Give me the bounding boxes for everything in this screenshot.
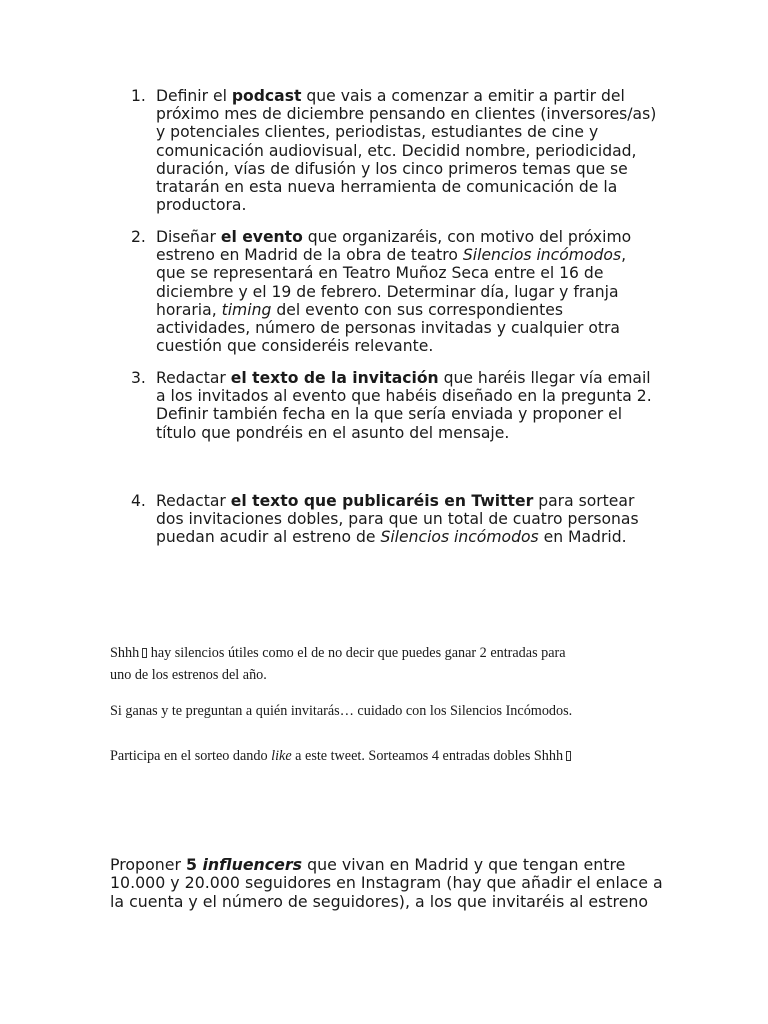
text-run: cuestión que consideréis relevante.	[156, 337, 434, 356]
tweet-text: a este tweet. Sorteamos 4 entradas dobles Shhh	[291, 748, 564, 764]
text-run: para sortear	[533, 492, 635, 510]
tweet-line-1	[110, 642, 566, 664]
list-item-text	[156, 87, 671, 214]
text-line	[156, 301, 671, 319]
list-number: 2.	[131, 228, 146, 246]
text-run: Redactar	[156, 369, 231, 387]
text-run: estreno en Madrid de la obra de teatro	[156, 246, 463, 265]
italic-text: Silencios incómodos	[462, 246, 622, 265]
text-line	[156, 264, 671, 282]
text-line	[156, 528, 671, 546]
text-line	[156, 424, 671, 442]
text-run: título que pondréis en el asunto del mensaje.	[156, 423, 510, 442]
text-line	[156, 105, 671, 123]
list-item-1	[131, 87, 671, 214]
text-run: que haréis llegar vía email	[438, 369, 651, 387]
text-line	[156, 369, 671, 387]
list-item-4	[131, 492, 671, 547]
text-run: Definir el	[156, 87, 232, 105]
list-number: 1.	[131, 87, 146, 105]
text-line	[156, 228, 671, 246]
tweet-text: Shhh	[110, 645, 140, 661]
closing-line-3: la cuenta y el número de seguidores), a los que invitaréis al estreno	[110, 891, 649, 911]
list-number: 3.	[131, 369, 146, 387]
text-run: que vais a comenzar a emitir a partir del	[301, 87, 625, 105]
text-run: actividades, número de personas invitadas y cualquier otra	[156, 319, 620, 338]
list-item-text	[156, 228, 671, 355]
missing-glyph-icon	[142, 648, 147, 658]
bold-text: el evento	[220, 228, 303, 246]
text-run: que se representará en Teatro Muñoz Seca entre el 16 de	[156, 264, 604, 283]
italic-text: timing	[221, 300, 272, 319]
closing-text: Proponer	[110, 855, 186, 874]
tweet-text: hay silencios útiles como el de no decir que puedes ganar 2 entradas para	[150, 645, 566, 661]
closing-line-1	[110, 856, 663, 874]
text-line	[156, 123, 671, 141]
list-item-2	[131, 228, 671, 355]
text-line	[156, 283, 671, 301]
text-run: del evento con sus correspondientes	[271, 300, 563, 319]
tweet-line-4	[110, 745, 571, 767]
text-line	[156, 142, 671, 160]
text-run: Redactar	[156, 492, 231, 510]
tweet-line-3: Si ganas y te preguntan a quién invitarás… cuidado con los Silencios Incómodos.	[110, 703, 573, 719]
text-run: comunicación audiovisual, etc. Decidid nombre, periodicidad,	[156, 141, 637, 160]
text-line	[156, 337, 671, 355]
list-item-3	[131, 369, 671, 442]
text-line	[156, 387, 671, 405]
italic-text: Silencios incómodos	[380, 528, 539, 547]
bold-text: el texto de la invitación	[230, 369, 439, 387]
text-run: próximo mes de diciembre pensando en clientes (inversores/as)	[156, 105, 657, 124]
tweet-line-2: uno de los estrenos del año.	[110, 667, 267, 683]
text-run: diciembre y el 19 de febrero. Determinar día, lugar y franja	[156, 282, 619, 301]
bold-text: podcast	[231, 87, 302, 105]
closing-paragraph	[110, 856, 663, 911]
missing-glyph-icon	[566, 751, 571, 761]
closing-text: que vivan en Madrid y que tengan entre	[302, 855, 626, 874]
text-run: Definir también fecha en la que sería enviada y proponer el	[156, 405, 623, 424]
text-run: puedan acudir al estreno de	[156, 528, 381, 547]
text-line	[156, 319, 671, 337]
tweet-italic: like	[271, 748, 292, 764]
text-line	[156, 246, 671, 264]
text-run: y potenciales clientes, periodistas, estudiantes de cine y	[156, 123, 599, 142]
list-item-text	[156, 492, 671, 547]
list-number: 4.	[131, 492, 146, 510]
text-line	[156, 492, 671, 510]
text-line	[156, 510, 671, 528]
text-run: productora.	[156, 196, 247, 215]
text-line	[156, 178, 671, 196]
text-run: dos invitaciones dobles, para que un total de cuatro personas	[156, 510, 639, 529]
text-line	[156, 160, 671, 178]
text-run: ,	[621, 246, 627, 265]
text-run: que organizaréis, con motivo del próximo	[302, 228, 632, 246]
text-run: en Madrid.	[538, 528, 627, 547]
text-run: Diseñar	[156, 228, 221, 246]
closing-line-2: 10.000 y 20.000 seguidores en Instagram (hay que añadir el enlace a	[110, 873, 663, 893]
bold-text: el texto que publicaréis en Twitter	[230, 492, 534, 510]
text-line	[156, 196, 671, 214]
text-run: duración, vías de difusión y los cinco primeros temas que se	[156, 159, 628, 178]
text-run: tratarán en esta nueva herramienta de comunicación de la	[156, 178, 618, 197]
text-line	[156, 405, 671, 423]
text-line	[156, 87, 671, 105]
list-item-text	[156, 369, 671, 442]
tweet-text: Participa en el sorteo dando	[110, 748, 272, 764]
closing-bold: 5	[186, 855, 203, 874]
text-run: horaria,	[156, 300, 222, 319]
closing-bold-italic: influencers	[202, 855, 303, 874]
text-run: a los invitados al evento que habéis diseñado en la pregunta 2.	[156, 387, 652, 406]
